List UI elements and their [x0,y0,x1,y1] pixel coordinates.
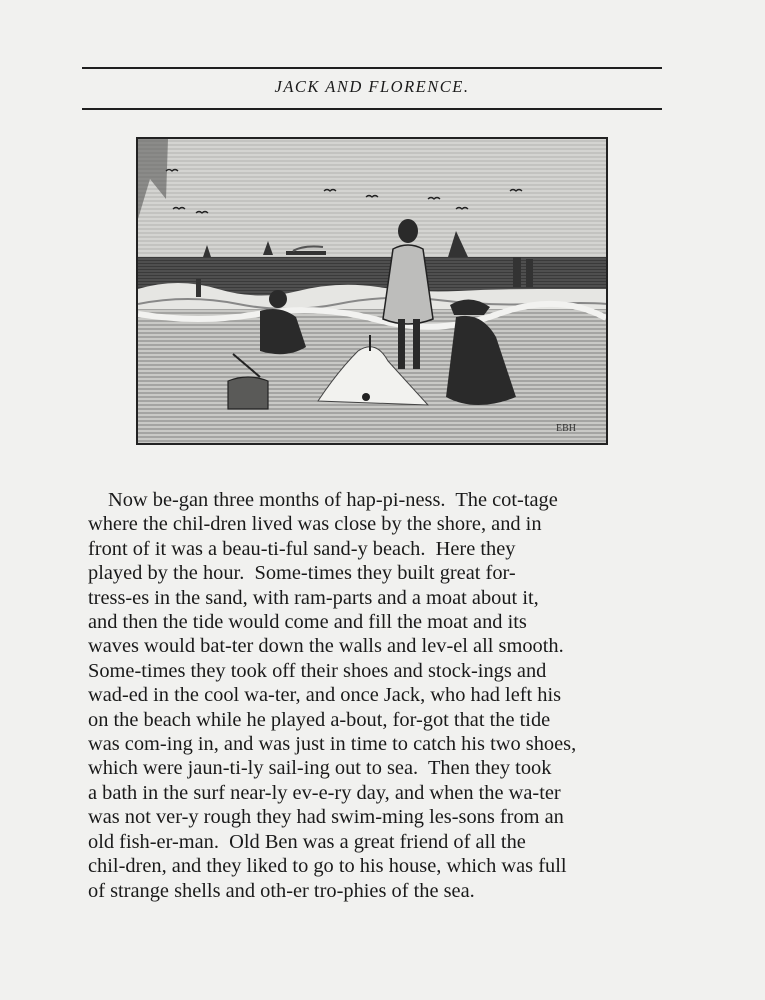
text-line-14 [88,805,670,829]
line-9-text: wad-ed in the cool wa-ter, and once Jack, who had left his [88,684,562,707]
text-line-16 [88,854,670,878]
text-line-15 [88,830,670,854]
line-17-text: of strange shells and oth-er tro-phies of the sea. [88,879,475,902]
line-2-text: where the chil-dren lived was close by the shore, and in [88,513,542,536]
svg-text:EBH: EBH [556,423,576,434]
line-16-text: chil-dren, and they liked to go to his house, which was full [88,855,567,878]
line-10-text: on the beach while he played a-bout, for-got that the tide [88,708,551,731]
text-line-12 [88,756,670,780]
header-bottom-rule [82,108,662,110]
text-line-5 [88,586,670,610]
line-7-text: waves would bat-ter down the walls and lev-el all smooth. [88,635,564,658]
line-6-text: and then the tide would come and fill the moat and its [88,611,527,634]
text-line-13 [88,781,670,805]
beach-engraving [138,139,606,443]
body-paragraph [88,488,670,903]
beach-illustration [136,137,608,445]
text-line-8 [88,659,670,683]
line-8-text: Some-times they took off their shoes and stock-ings and [88,659,547,682]
text-line-9 [88,683,670,707]
text-line-11 [88,732,670,756]
text-line-7 [88,634,670,658]
text-line-4 [88,561,670,585]
line-15-text: old fish-er-man. Old Ben was a great friend of all the [88,830,526,853]
text-line-1 [88,488,670,512]
line-11-text: was com-ing in, and was just in time to catch his two shoes, [88,733,577,756]
line-13-text: a bath in the surf near-ly ev-e-ry day, and when the wa-ter [88,781,561,804]
text-line-2 [88,512,670,536]
text-line-3 [88,537,670,561]
header-top-rule [82,67,662,69]
line-5-text: tress-es in the sand, with ram-parts and a moat about it, [88,586,539,609]
line-14-text: was not ver-y rough they had swim-ming les-sons from an [88,806,564,829]
line-4-text: played by the hour. Some-times they built great for- [88,562,516,585]
text-line-10 [88,708,670,732]
line-1-text: Now be-gan three months of hap-pi-ness. The cot-tage [108,489,558,511]
line-12-text: which were jaun-ti-ly sail-ing out to sea. Then they took [88,757,552,780]
text-line-6 [88,610,670,634]
running-head-title: JACK AND FLORENCE. [274,77,470,96]
line-3-text: front of it was a beau-ti-ful sand-y beach. Here they [88,537,516,560]
text-line-17 [88,879,670,903]
